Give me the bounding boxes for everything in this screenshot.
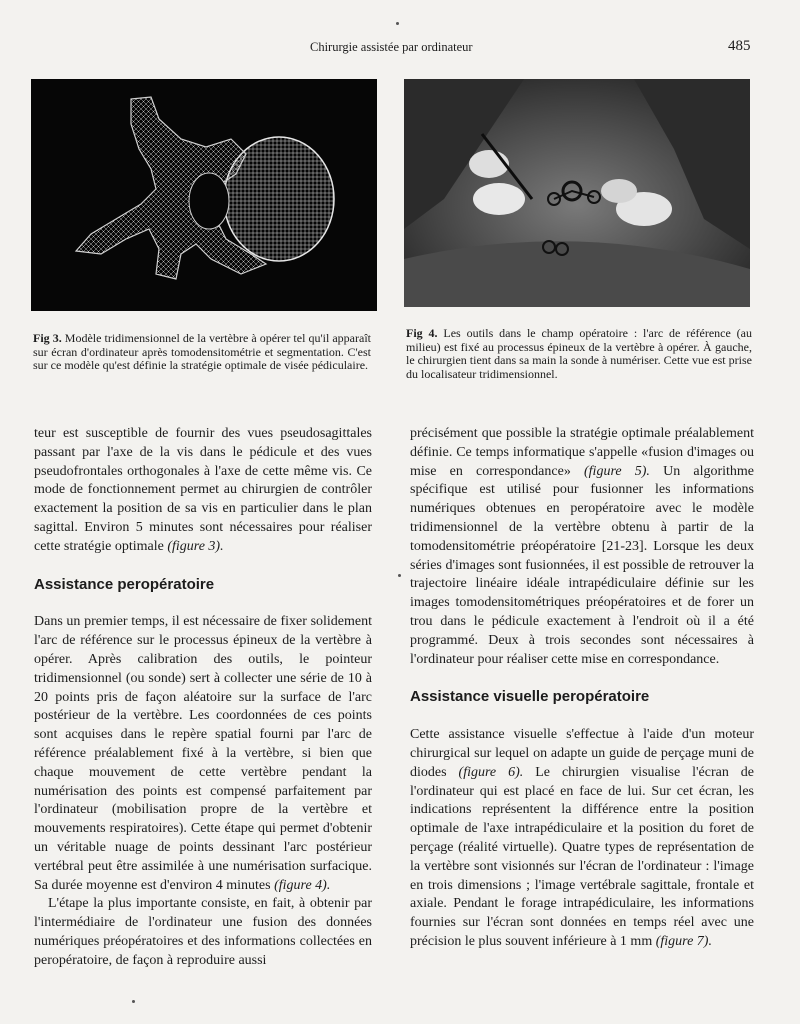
- left-paragraph-1: [34, 425, 372, 557]
- figure-7-reference: (figure 7).: [655, 933, 712, 949]
- scan-speck: [132, 1000, 135, 1003]
- left-column: [34, 425, 372, 971]
- figure-4-caption-text: Les outils dans le champ opératoire : l'arc de référence (au milieu) est fixé au processus épineux de la vertèbre à opérer. À gauche, le chirurgien tient dans sa main la sonde à numériser. Cette vue est prise du localisateur tridimensionnel.: [406, 326, 752, 381]
- figure-5-reference: (figure 5).: [584, 463, 650, 479]
- figure-3-label: Fig 3.: [33, 331, 62, 345]
- section-heading-assistance-visuelle: Assistance visuelle peropératoire: [410, 688, 650, 706]
- operating-field-drawing: [404, 79, 750, 307]
- figure-4-caption: [406, 327, 752, 381]
- vertebra-wireframe-figure: [31, 79, 377, 311]
- left-paragraph-1-text: teur est susceptible de fournir des vues pseudosagittales passant par l'axe de la vis dans le pédicule et des vues pseudofrontales orthogonales à l'axe de cette même vis. Ce mode de fonctionnement permet au chirurgien de contrôler exactement la position de sa vis en particulier dans le plan sagittal. Environ 5 minutes sont nécessaires pour réaliser cette stratégie optimale: [34, 426, 372, 554]
- page-number: 485: [728, 38, 751, 54]
- scan-speck: [398, 574, 401, 577]
- right-paragraph-2: [410, 726, 754, 952]
- figure-4-reference: (figure 4).: [274, 877, 331, 893]
- operating-field-photo: [404, 79, 750, 307]
- right-column: [410, 425, 754, 952]
- right-paragraph-1-text-a: précisément que possible la stratégie optimale préalablement définie. Ce temps informatique s'appelle «fusion d'images ou mise en correspondance»: [410, 426, 754, 479]
- left-paragraph-2: [34, 613, 372, 895]
- vertebra-wireframe-drawing: [31, 79, 377, 311]
- figure-3-caption: [33, 332, 371, 373]
- right-paragraph-1: [410, 425, 754, 669]
- right-paragraph-2-text-b: Le chirurgien visualise l'écran de l'ordinateur qui est placé en face de lui. Sur cet écran, les indications représentent la différence entre la position optimale de l'axe intrapédiculaire et la position du foret de perçage (réalité virtuelle). Quatre types de représentation de la vertèbre sont visionnés sur l'écran de l'ordinateur : l'image en trois dimensions ; l'image vertébrale sagittale, frontale et axiale. Pendant le forage intrapédiculaire, les informations fournies sur l'écran sont données en temps réel avec une précision le plus souvent inférieure à 1 mm: [410, 764, 755, 949]
- scan-speck: [396, 22, 399, 25]
- figure-3-caption-text: Modèle tridimensionnel de la vertèbre à opérer tel qu'il apparaît sur écran d'ordinateur après tomodensitométrie et segmentation. C'est sur ce modèle qu'est définie la stratégie optimale de visée pédiculaire.: [33, 331, 372, 372]
- running-title: Chirurgie assistée par ordinateur: [310, 40, 473, 54]
- figure-6-reference: (figure 6).: [458, 764, 524, 780]
- section-heading-assistance-peroperatoire: Assistance peropératoire: [34, 575, 215, 593]
- figure-3-reference: (figure 3).: [167, 538, 224, 554]
- right-paragraph-1-text-b: Un algorithme spécifique est utilisé pour fusionner les informations numériques obtenues en peropératoire avec le modèle tridimensionnel de la vertèbre obtenu à partir de la tomodensitométrie préopératoire [21-23]. Lorsque les deux séries d'images sont fusionnées, il est possible de retrouver la trajectoire linéaire idéale intrapédiculaire définie sur les images tomodensitométriques préopératoires et de forer un trou dans le pédicule exactement à l'endroit où il a été programmé. Deux à trois secondes sont nécessaires à l'ordinateur pour réaliser cette mise en correspondance.: [410, 463, 755, 667]
- right-paragraph-2-text-a: Cette assistance visuelle s'effectue à l'aide d'un moteur chirurgical sur lequel on adapte un guide de perçage muni de diodes: [410, 727, 754, 780]
- left-paragraph-3: L'étape la plus importante consiste, en fait, à obtenir par l'intermédiaire de l'ordinateur une fusion des données numériques préopératoires et des informations collectées en peropératoire, de façon à reproduire aussi: [34, 896, 372, 968]
- left-paragraph-2-text: Dans un premier temps, il est nécessaire de fixer solidement l'arc de référence sur le processus épineux de la vertèbre à opérer. Après calibration des outils, le pointeur tridimensionnel (ou sonde) sert à collecter une série de 10 à 20 points pris de façon aléatoire sur la surface de l'arc postérieur de la vertèbre. Les coordonnées de ces points sont acquises dans le repère spatial fourni par l'arc de référence préalablement fixé à la vertèbre, si bien que chaque mouvement de cette vertèbre pendant la numérisation des points est compensé parfaitement par l'ordinateur (mobilisation propre de la vertèbre et mouvements respiratoires). Cette étape qui permet d'obtenir un véritable nuage de points dessinant l'arc postérieur vertébral peut être assimilée à une numérisation surfacique. Sa durée moyenne est d'environ 4 minutes: [34, 614, 372, 893]
- figure-4-label: Fig 4.: [406, 326, 438, 340]
